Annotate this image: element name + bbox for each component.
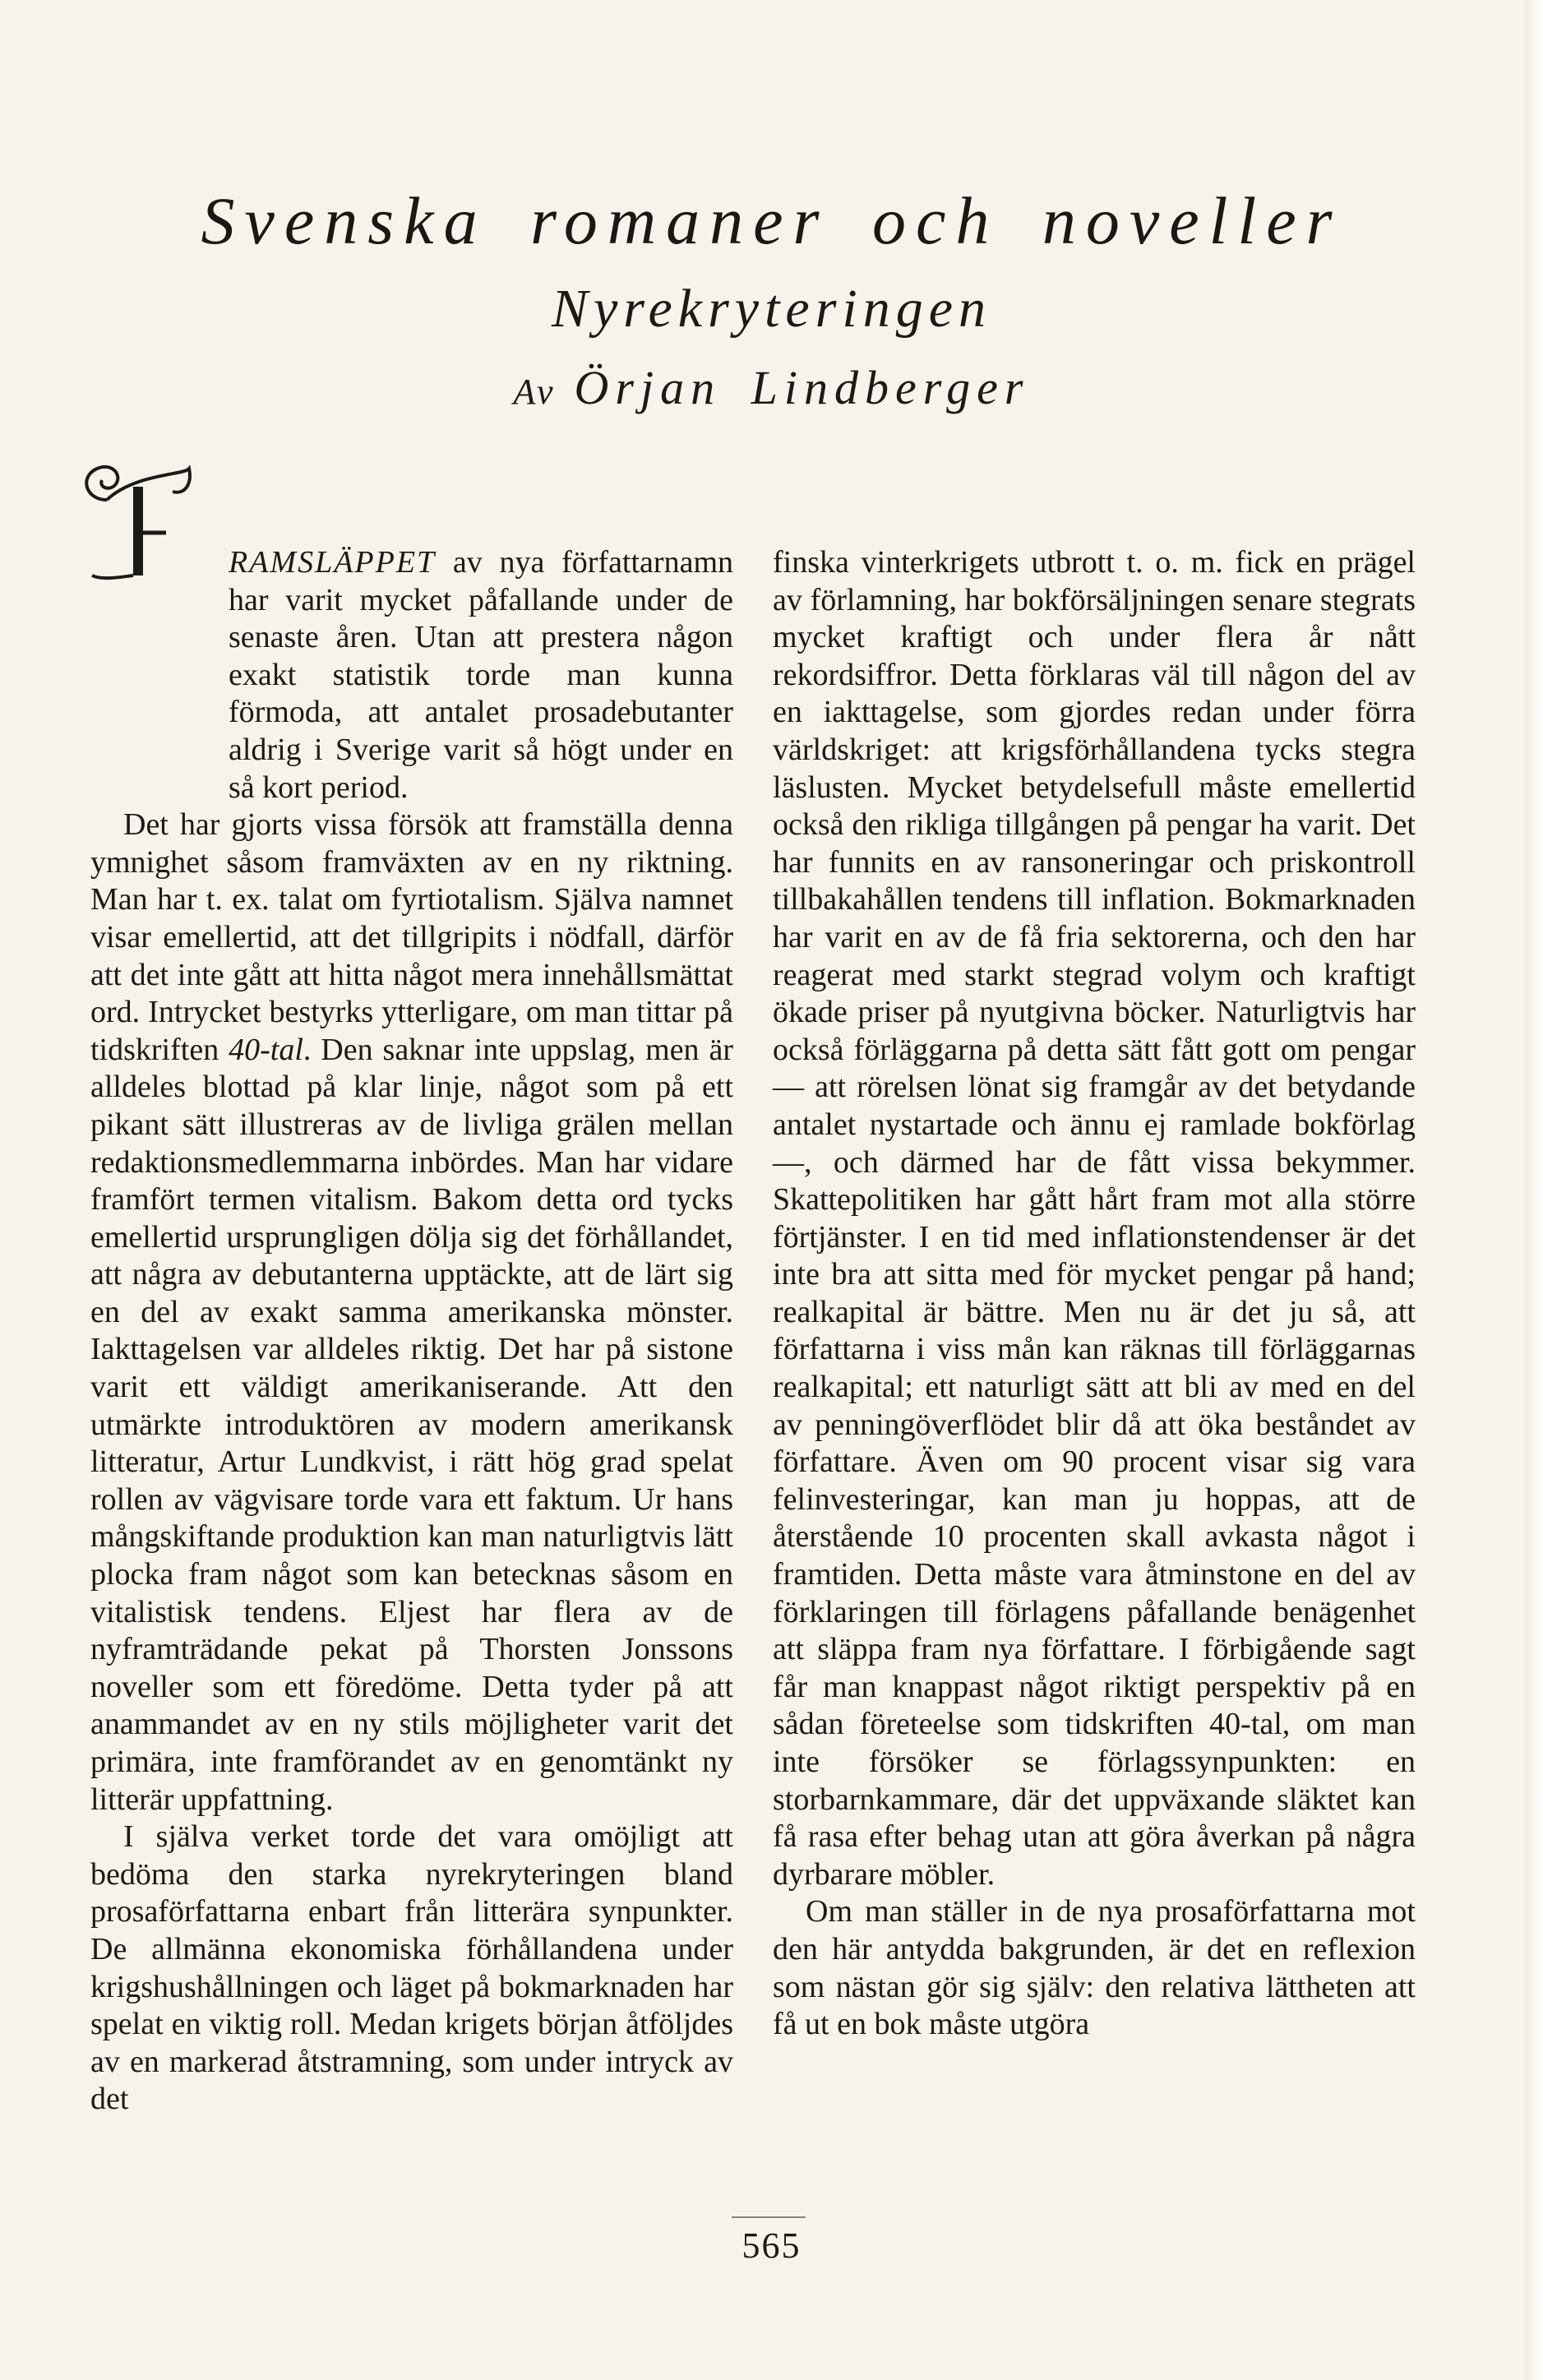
opening-word: RAMSLÄPPET — [229, 545, 437, 580]
footer-rule — [732, 2216, 806, 2218]
paragraph — [90, 1819, 733, 2119]
byline-prefix: Av — [513, 372, 557, 412]
paragraph-text: Det har gjorts vissa försök att framställa denna ymnighet såsom framväxten av en ny riktning. Man har t. ex. talat om fyrtiotalism. Själva namnet visar emellertid, att det tillgripits i nödfall, därför att det inte gått att hitta något mera innehållsmättat ord. Intrycket bestyrks ytterligare, om man tittar på tidskriften — [90, 807, 733, 1067]
paragraph-text: I själva verket torde det vara omöjligt att bedöma den starka nyrekryteringen bland prosaförfattarna enbart från litterära synpunkter. De allmänna ekonomiska förhållandena under krigshushållningen och läget på bokmarknaden har spelat en viktig roll. Medan krigets början åtföljdes av en markerad åtstramning, som under intryck av det — [90, 1819, 733, 2117]
article-subtitle: Nyrekryteringen — [551, 279, 992, 339]
paragraph-text: finska vinterkrigets utbrott t. o. m. fick en prägel av förlamning, har bokförsäljningen senare stegrats mycket kraftigt och under flera år nått rekordsiffror. Detta förklaras väl till någon del av en iakttagelse, som gjordes redan under förra världskriget: att krigsförhållandena tycks stegra läslusten. Mycket betydelsefull måste emellertid också den rikliga tillgången på pengar ha varit. Det har funnits en av ransoneringar och priskontroll tillbakahållen tendens till inflation. Bokmarknaden har varit en av de få fria sektorerna, och den har reagerat med starkt stegrad volym och kraftigt ökade priser på nyutgivna böcker. Naturligtvis har också förläggarna på detta sätt fått gott om pengar — att rörelsen lönat sig framgår av det betydande antalet nystartade och ännu ej ramlade bokförlag —, och därmed har de fått vissa bekymmer. Skattepolitiken har gått hårt fram mot alla större förtjänster. I en tid med inflationstendenser är det inte bra att sitta med för mycket pengar på hand; realkapital är bättre. Men nu är det ju så, att författarna i viss mån kan räknas till förläggarnas realkapital; ett naturligt sätt att bli av med en del av penningöverflödet blir då att öka beståndet av författare. Även om 90 procent visar sig vara felinvesteringar, kan man ju hoppas, att de återstående 10 procenten skall avkasta något i framtiden. Detta måste vara åtminstone en del av förklaringen till förlagens påfallande benägenhet att släppa fram nya författare. I förbigående sagt får man knappast något riktigt perspektiv på en sådan företeelse som tidskriften 40-tal, om man inte försöker se förlagssynpunkten: en storbarnkammare, där det uppväxande släktet kan få rasa efter behag utan att göra åverkan på några dyrbarare möbler. — [773, 545, 1416, 1892]
paragraph-text: . Den saknar inte uppslag, men är alldeles blottad på klar linje, något som på ett pikant sätt illustreras av de livliga grälen mellan redaktionsmedlemmarna inbördes. Man har vidare framfört termen vitalism. Bakom detta ord tycks emellertid ursprungligen dölja sig det förhållandet, att några av debutanterna upptäckte, att de lärt sig en del av exakt samma amerikanska mönster. Iakttagelsen var alldeles riktig. Det har på sistone varit ett väldigt amerikaniserande. Att den utmärkte introduktören av modern amerikansk litteratur, Artur Lundkvist, i rätt hög grad spelat rollen av vägvisare torde vara ett faktum. Ur hans mångskiftande produktion kan man naturligtvis lätt plocka fram något som kan betecknas såsom en vitalistisk tendens. Eljest har flera av de nyframträdande pekat på Thorsten Jonssons noveller som ett föredöme. Detta tyder på att anammandet av en ny stils möjligheter varit det primära, inte framförandet av en genomtänkt ny litterär uppfattning. — [90, 1032, 733, 1817]
paragraph — [90, 544, 733, 806]
paragraph — [773, 544, 1416, 1893]
page-number: 565 — [741, 2225, 802, 2266]
paragraph-text: Om man ställer in de nya prosaförfattarna mot den här antydda bakgrunden, är det en reflexion som nästan gör sig själv: den relativa lättheten att få ut en bok måste utgöra — [773, 1894, 1416, 2042]
author-name: Örjan Lindberger — [574, 361, 1030, 414]
paragraph-text: av nya författarnamn har varit mycket påfallande under de senaste åren. Utan att prestera någon exakt statistik torde man kunna förmoda, att antalet prosadebutanter aldrig i Sverige varit så högt under en så kort period. — [229, 545, 733, 805]
article-title: Svenska romaner och noveller — [201, 183, 1342, 258]
paragraph — [90, 806, 733, 1819]
right-column — [773, 544, 1416, 2044]
paragraph — [773, 1893, 1416, 2043]
page-edge — [1525, 0, 1543, 2380]
journal-title: 40-tal — [229, 1032, 303, 1067]
byline — [0, 360, 1543, 415]
left-column — [90, 544, 733, 2119]
